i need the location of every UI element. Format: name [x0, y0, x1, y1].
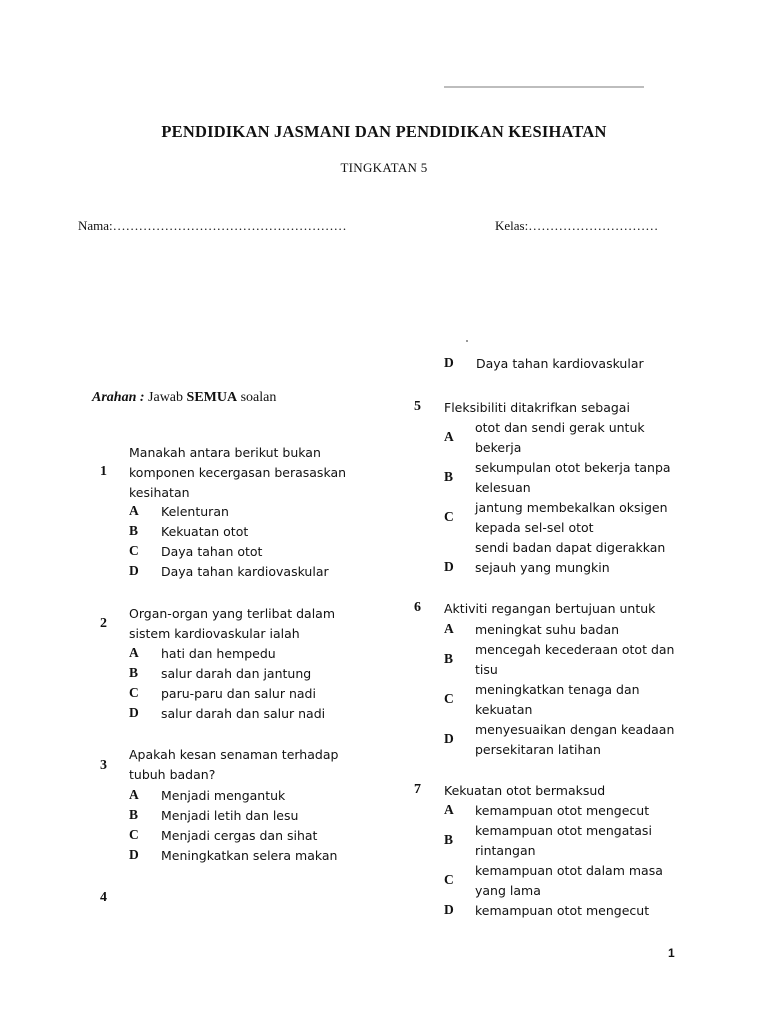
option: [129, 786, 389, 806]
stem-line: Fleksibiliti ditakrifkan sebagai: [444, 400, 630, 415]
option-list: [129, 786, 389, 866]
option-list: [129, 502, 389, 582]
option: [129, 522, 389, 542]
option: [129, 704, 389, 724]
kelas-field: Kelas:…………………………: [495, 218, 659, 233]
option-list: [444, 620, 744, 760]
option: [129, 542, 389, 562]
question-number: 2: [100, 616, 107, 631]
stem-line: Organ-organ yang terlibat dalam: [129, 606, 336, 621]
option-text: meningkat suhu badan: [475, 622, 620, 637]
option: [444, 821, 744, 861]
option-text: rintangan: [475, 843, 536, 858]
option-letter: A: [129, 503, 139, 518]
question-stem: [129, 745, 338, 785]
option: [129, 664, 389, 684]
option-letter: A: [444, 621, 454, 636]
question-stem: [444, 599, 655, 619]
option: [444, 720, 744, 760]
option-text: Meningkatkan selera makan: [161, 848, 338, 863]
stem-line: Manakah antara berikut bukan: [129, 445, 321, 460]
option: [129, 644, 389, 664]
option-letter: D: [129, 705, 139, 720]
option: [129, 846, 389, 866]
option-text: hati dan hempedu: [161, 646, 276, 661]
option-letter: A: [444, 429, 454, 444]
option-text: persekitaran latihan: [475, 742, 601, 757]
document-subtitle: TINGKATAN 5: [340, 160, 428, 175]
option-text: kekuatan: [475, 702, 533, 717]
instructions-text-bold: SEMUA: [186, 390, 238, 405]
question-stem: [129, 443, 346, 503]
stem-line: tubuh badan?: [129, 767, 216, 782]
option: [129, 502, 389, 522]
instructions-label: Arahan :: [92, 390, 145, 405]
option: [444, 801, 744, 821]
option-text: kemampuan otot dalam masa: [475, 863, 663, 878]
question-number: 5: [414, 399, 421, 414]
option-list: [444, 354, 744, 374]
option: [444, 538, 744, 578]
option-letter: A: [129, 645, 139, 660]
option-letter: B: [444, 832, 454, 847]
option-text: kemampuan otot mengecut: [475, 803, 650, 818]
option-letter: C: [129, 827, 139, 842]
option: [129, 826, 389, 846]
option-text: salur darah dan salur nadi: [161, 706, 326, 721]
option: [444, 901, 744, 921]
stray-mark: [466, 340, 468, 342]
question-stem: [444, 781, 605, 801]
option-text: Kekuatan otot: [161, 524, 249, 539]
option: [444, 680, 744, 720]
option: [129, 806, 389, 826]
option-letter: D: [129, 847, 139, 862]
option-text: Menjadi mengantuk: [161, 788, 286, 803]
option-letter: B: [444, 469, 454, 484]
option: [444, 498, 744, 538]
option-text: Kelenturan: [161, 504, 229, 519]
option: [444, 861, 744, 901]
option: [129, 562, 389, 582]
option-text: kemampuan otot mengatasi: [475, 823, 652, 838]
option: [444, 458, 744, 498]
option-letter: A: [129, 787, 139, 802]
option-text: salur darah dan jantung: [161, 666, 312, 681]
option: [444, 354, 744, 374]
option-text: jantung membekalkan oksigen: [475, 500, 668, 515]
question-number: 7: [414, 782, 421, 797]
stem-line: komponen kecergasan berasaskan: [129, 465, 347, 480]
question-number: 1: [100, 464, 107, 479]
page-number: 1: [668, 946, 675, 960]
nama-field: Nama:………………………………………………: [78, 218, 347, 233]
option-text: tisu: [475, 662, 498, 677]
option-text: sejauh yang mungkin: [475, 560, 610, 575]
option-text: paru-paru dan salur nadi: [161, 686, 316, 701]
option-letter: D: [129, 563, 139, 578]
option-letter: D: [444, 355, 454, 370]
option-text: meningkatkan tenaga dan: [475, 682, 640, 697]
instructions-text-post: soalan: [237, 390, 277, 405]
question-number: 4: [100, 890, 107, 905]
option-text: menyesuaikan dengan keadaan: [475, 722, 675, 737]
option-text: otot dan sendi gerak untuk: [475, 420, 645, 435]
option-text: sekumpulan otot bekerja tanpa: [475, 460, 671, 475]
option: [444, 640, 744, 680]
option-letter: C: [444, 509, 454, 524]
option-letter: C: [129, 685, 139, 700]
header-rule: [444, 86, 644, 88]
stem-line: sistem kardiovaskular ialah: [129, 626, 300, 641]
option-text: Menjadi cergas dan sihat: [161, 828, 318, 843]
stem-line: Apakah kesan senaman terhadap: [129, 747, 339, 762]
stem-line: Kekuatan otot bermaksud: [444, 783, 606, 798]
option-text: bekerja: [475, 440, 522, 455]
option-text: Daya tahan otot: [161, 544, 263, 559]
option-text: mencegah kecederaan otot dan: [475, 642, 675, 657]
option: [444, 620, 744, 640]
option-list: [444, 418, 744, 578]
option-letter: D: [444, 559, 454, 574]
option-text: kelesuan: [475, 480, 531, 495]
question-stem: [129, 604, 335, 644]
option: [129, 684, 389, 704]
stem-line: Aktiviti regangan bertujuan untuk: [444, 601, 656, 616]
option: [444, 418, 744, 458]
option-letter: B: [129, 807, 139, 822]
option-text: Daya tahan kardiovaskular: [476, 356, 644, 371]
option-text: sendi badan dapat digerakkan: [475, 540, 666, 555]
option-text: kepada sel-sel otot: [475, 520, 594, 535]
option-text: Menjadi letih dan lesu: [161, 808, 299, 823]
option-letter: C: [444, 691, 454, 706]
document-title: PENDIDIKAN JASMANI DAN PENDIDIKAN KESIHATAN: [161, 122, 607, 141]
option-letter: D: [444, 731, 454, 746]
option-list: [129, 644, 389, 724]
option-letter: C: [129, 543, 139, 558]
option-list: [444, 801, 744, 921]
question-number: 6: [414, 600, 421, 615]
question-stem: [444, 398, 630, 418]
option-text: kemampuan otot mengecut: [475, 903, 650, 918]
instructions-text-pre: Jawab: [144, 390, 187, 405]
option-letter: D: [444, 902, 454, 917]
option-letter: B: [129, 665, 139, 680]
option-text: Daya tahan kardiovaskular: [161, 564, 329, 579]
stem-line: kesihatan: [129, 485, 190, 500]
option-letter: A: [444, 802, 454, 817]
option-letter: B: [129, 523, 139, 538]
question-number: 3: [100, 758, 107, 773]
option-letter: B: [444, 651, 454, 666]
option-letter: C: [444, 872, 454, 887]
instructions: [92, 390, 276, 406]
option-text: yang lama: [475, 883, 541, 898]
